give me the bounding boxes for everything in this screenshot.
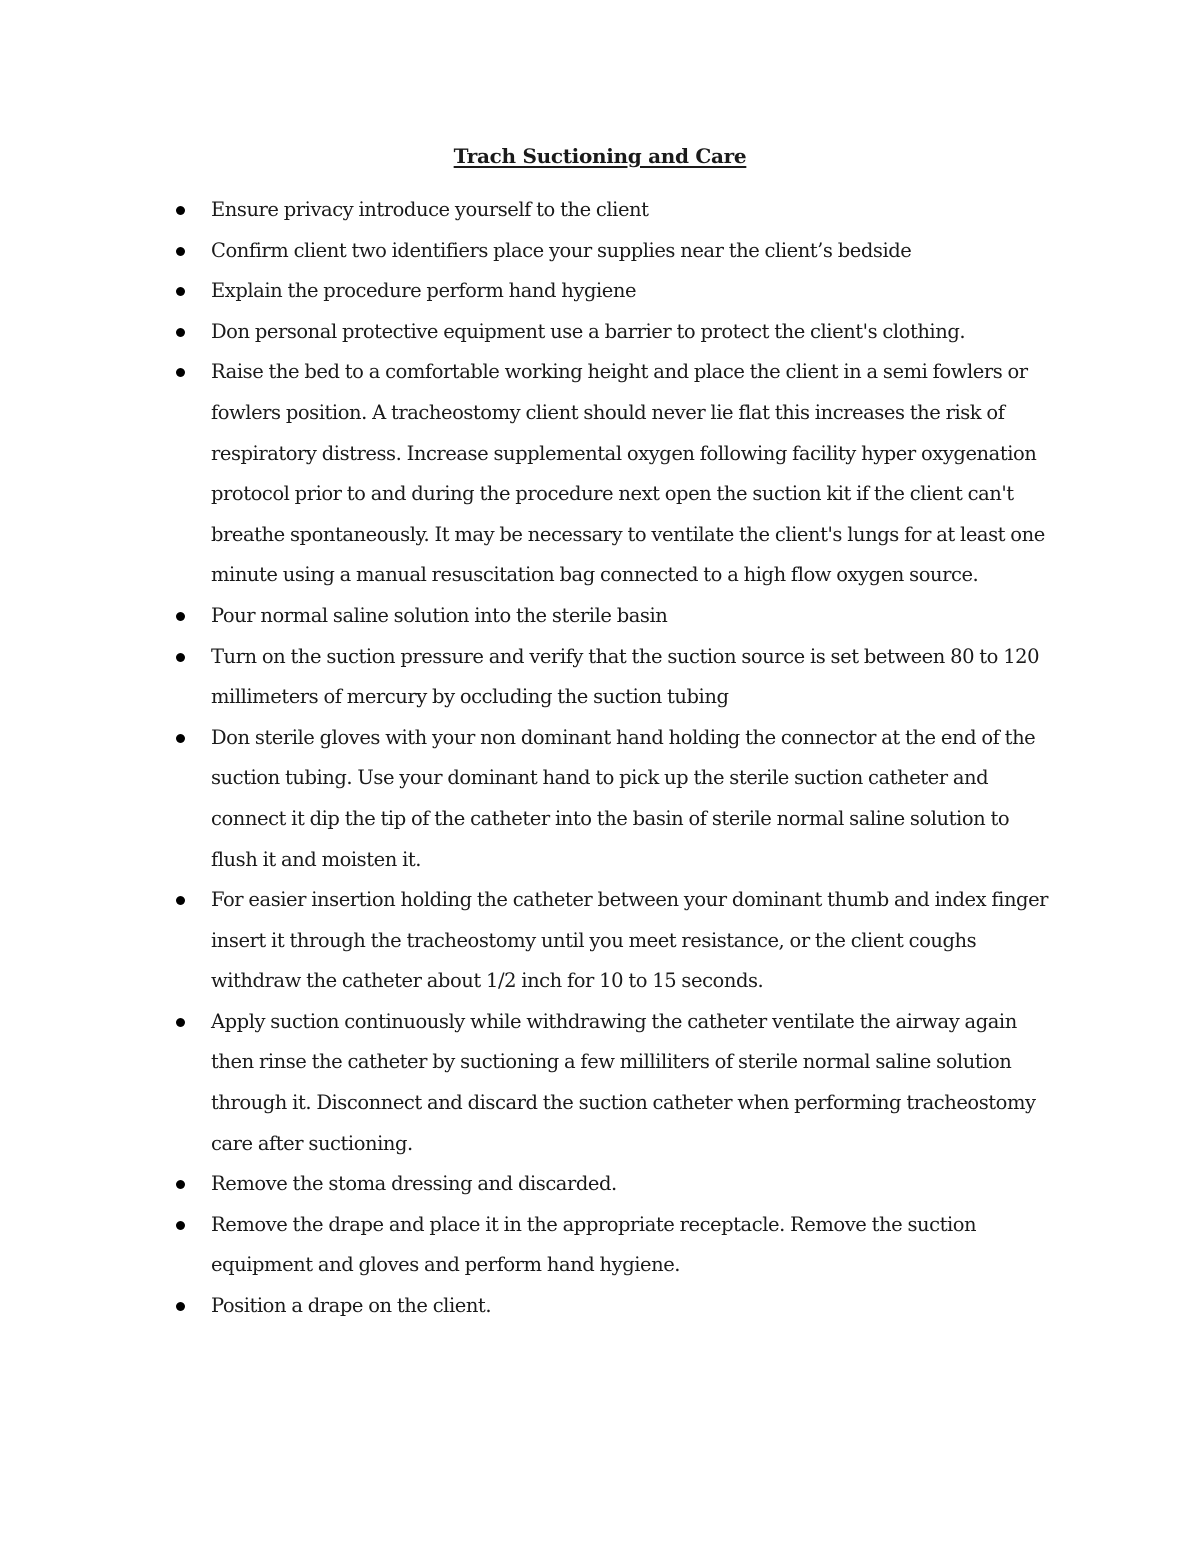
list-item <box>0 352 1051 596</box>
list-item <box>0 312 1051 353</box>
bullet-icon <box>176 1180 185 1189</box>
step-text: Pour normal saline solution into the sterile basin <box>211 603 668 627</box>
step-text: Remove the drape and place it in the appropriate receptacle. Remove the suction equipment and gloves and perform hand hygiene. <box>211 1212 977 1277</box>
bullet-icon <box>176 287 185 296</box>
steps-list <box>0 190 1200 1327</box>
document-title: Trach Suctioning and Care <box>453 144 747 168</box>
bullet-icon <box>176 1302 185 1311</box>
bullet-icon <box>176 653 185 662</box>
step-text: Ensure privacy introduce yourself to the client <box>211 198 649 221</box>
list-item <box>0 1164 1051 1205</box>
step-text: Apply suction continuously while withdrawing the catheter ventilate the airway again then rinse the catheter by suctioning a few milliliters of sterile normal saline solution through it. Disconnect and discard the suction catheter when performing tracheostomy care after suctioning. <box>211 1009 1036 1155</box>
bullet-icon <box>176 734 185 743</box>
bullet-icon <box>176 206 185 215</box>
list-item <box>0 190 1051 231</box>
bullet-icon <box>176 368 185 377</box>
step-text: Position a drape on the client. <box>211 1294 492 1318</box>
step-text: Don personal protective equipment use a barrier to protect the client's clothing. <box>211 319 966 343</box>
list-item <box>0 231 1051 272</box>
bullet-icon <box>176 612 185 621</box>
list-item <box>0 718 1051 880</box>
bullet-icon <box>176 1221 185 1230</box>
list-item <box>0 596 1051 637</box>
list-item <box>0 1205 1051 1286</box>
step-text: Turn on the suction pressure and verify that the suction source is set between 80 to 120 millimeters of mercury by occluding the suction tubing <box>211 644 1040 709</box>
bullet-icon <box>176 896 185 905</box>
step-text: Raise the bed to a comfortable working height and place the client in a semi fowlers or fowlers position. A tracheostomy client should never lie flat this increases the risk of respiratory distress. Increase supplemental oxygen following facility hyper oxygenation protocol prior to and during the procedure next open the suction kit if the client can't breathe spontaneously. It may be necessary to ventilate the client's lungs for at least one minute using a manual resuscitation bag connected to a high flow oxygen source. <box>211 360 1045 587</box>
list-item <box>0 637 1051 718</box>
list-item <box>0 1002 1051 1164</box>
step-text: For easier insertion holding the catheter between your dominant thumb and index finger insert it through the tracheostomy until you meet resistance, or the client coughs withdraw the catheter about 1/2 inch for 10 to 15 seconds. <box>211 888 1049 993</box>
step-text: Explain the procedure perform hand hygiene <box>211 279 637 303</box>
step-text: Don sterile gloves with your non dominant hand holding the connector at the end of the suction tubing. Use your dominant hand to pick up the sterile suction catheter and connect it dip the tip of the catheter into the basin of sterile normal saline solution to flush it and moisten it. <box>211 725 1036 871</box>
bullet-icon <box>176 328 185 337</box>
step-text: Remove the stoma dressing and discarded. <box>211 1172 617 1196</box>
bullet-icon <box>176 247 185 256</box>
list-item <box>0 880 1051 1002</box>
list-item <box>0 1286 1051 1327</box>
list-item <box>0 271 1051 312</box>
step-text: Confirm client two identifiers place your supplies near the client’s bedside <box>211 238 912 262</box>
bullet-icon <box>176 1018 185 1027</box>
